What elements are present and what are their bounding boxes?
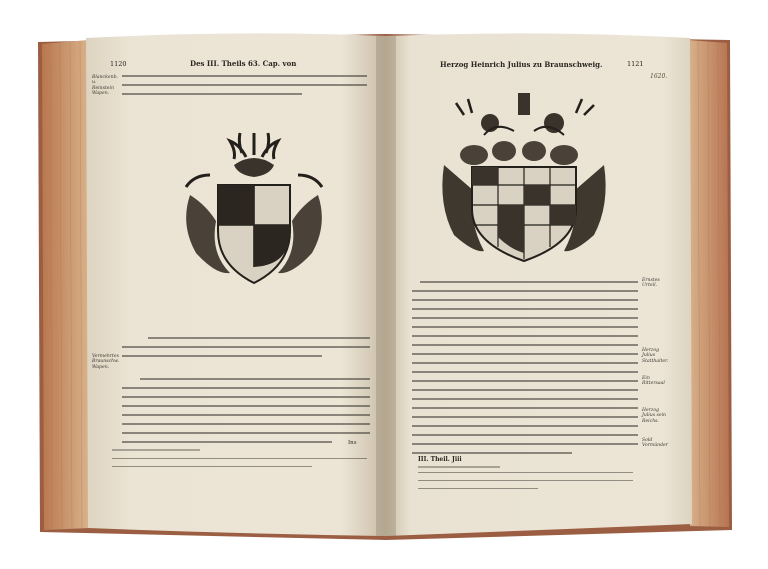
gutter-shadow [376, 36, 396, 536]
right-sidenote-2: Herzog Julius Statthalter. [642, 348, 669, 364]
right-sidenote-5: Sold Vormünder [642, 438, 668, 449]
left-catchword: Ins [348, 440, 357, 446]
left-running-head: Des III. Theils 63. Cap. von [190, 59, 297, 68]
right-sidenote-3: Ein Rittersaal [642, 376, 665, 387]
right-page-number: 1121 [627, 60, 644, 68]
right-running-head: Herzog Heinrich Julius zu Braunschweig. [440, 60, 603, 69]
left-sidenote-2: Vermehrtes Braunschw. Wapen. [92, 354, 119, 370]
right-sidenote-1: Ernstes Urteil. [642, 278, 660, 289]
right-signature-mark: III. Theil. Jiii [418, 456, 462, 463]
right-sidenote-4: Herzog Julius sein Reichs. [642, 408, 667, 424]
left-page [86, 33, 386, 536]
handwritten-year-note: 1620. [650, 73, 668, 80]
left-sidenote-1: Blanckenb. u. Reinstein Wapen. [92, 75, 118, 97]
left-page-number: 1120 [110, 60, 127, 68]
